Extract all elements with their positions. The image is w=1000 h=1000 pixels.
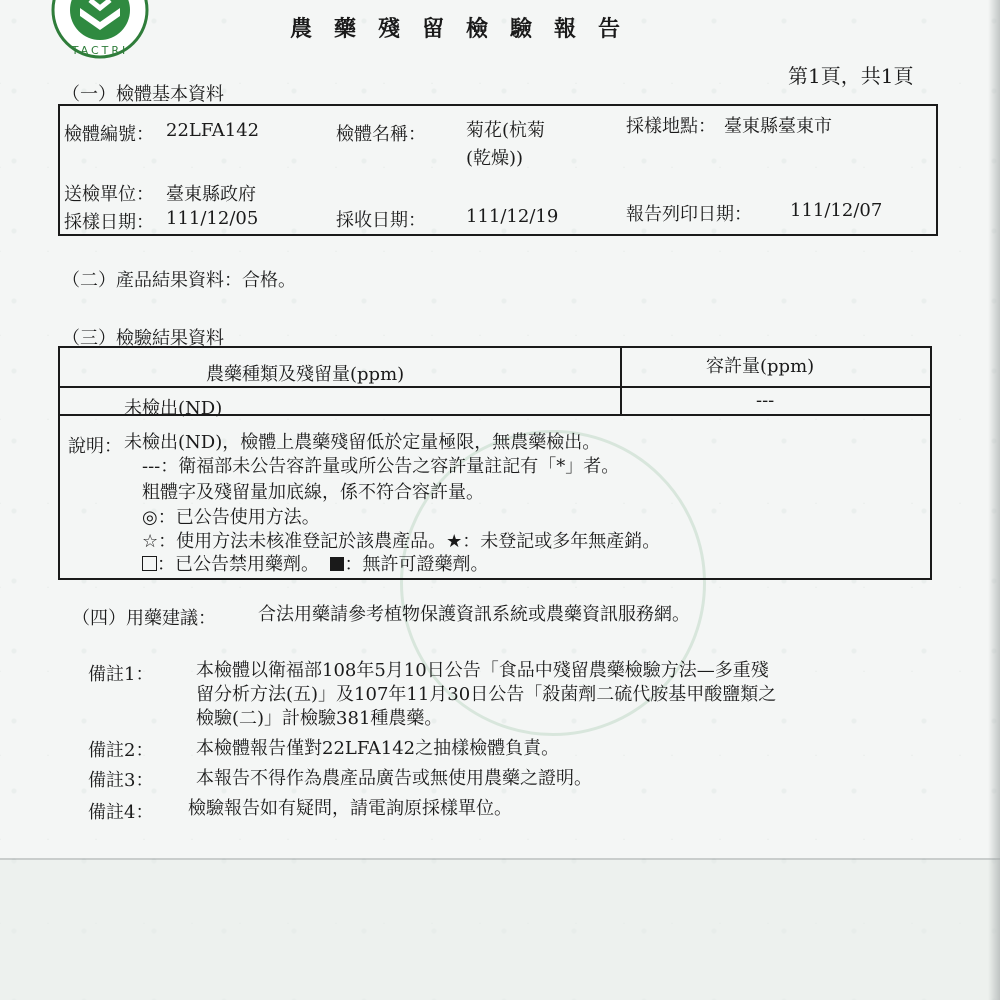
received-date-label: 採收日期： [336,210,426,231]
solid-square-icon [330,557,344,571]
sampling-date-value: 111/12/05 [166,208,259,229]
note-bold: 粗體字及殘留量加底線，係不符合容許量。 [142,482,484,503]
col-pesticide-header: 農藥種類及殘留量(ppm) [206,364,405,385]
paper-fold-area [0,860,1000,1000]
remark4-line1: 檢驗報告如有疑問，請電詢原採樣單位。 [188,798,512,819]
sample-no-label: 檢體編號： [64,124,154,145]
section4-text: 合法用藥請參考植物保護資訊系統或農藥資訊服務網。 [258,604,690,625]
remark4-label: 備註4： [88,802,154,823]
notes-label: 說明： [68,436,122,457]
section1-heading: （一）檢體基本資料 [62,84,224,105]
print-date-label: 報告列印日期： [626,204,752,225]
sample-no-value: 22LFA142 [166,120,260,141]
location-value: 臺東縣臺東市 [724,116,832,137]
note-unregistered: ☆：使用方法未核准登記於該農產品。★：未登記或多年無產銷。 [142,531,661,552]
paper-fold-line [0,858,1000,860]
section3-heading: （三）檢驗結果資料 [62,328,224,349]
remark1-label: 備註1： [88,664,154,685]
unit-value: 臺東縣政府 [166,184,256,205]
logo-text: TACTRI [71,44,129,57]
page-info: 第1頁，共1頁 [788,64,914,88]
note-approved: ◎：已公告使用方法。 [142,507,320,528]
section2-heading: （二）產品結果資料：合格。 [62,270,296,291]
remark1-line3: 檢驗(二)」計檢驗381種農藥。 [196,708,443,729]
remark3-line1: 本報告不得作為農產品廣告或無使用農藥之證明。 [196,768,592,789]
tactri-logo-icon [50,0,150,60]
note-banned: ：已公告禁用藥劑。 ：無許可證藥劑。 [142,550,488,576]
solid-star-icon: ★ [446,531,463,552]
sample-name-line1: 菊花(杭菊 [466,120,546,141]
note-nd: 未檢出(ND)，檢體上農藥殘留低於定量極限，無農藥檢出。 [124,432,601,453]
report-title: 農藥殘留檢驗報告 [290,16,643,42]
remark1-line2: 留分析方法(五)」及107年11月30日公告「殺菌劑二硫代胺基甲酸鹽類之 [196,684,777,705]
table-header-divider [58,386,932,388]
remark3-label: 備註3： [88,770,154,791]
remark2-label: 備註2： [88,740,154,761]
remark2-line1: 本檢體報告僅對22LFA142之抽樣檢體負責。 [196,738,560,759]
sampling-date-label: 採樣日期： [64,212,154,233]
col-tolerance-header: 容許量(ppm) [706,356,815,377]
double-circle-icon: ◎ [142,507,158,528]
sample-name-line2: (乾燥)) [466,148,524,169]
remark1-line1: 本檢體以衛福部108年5月10日公告「食品中殘留農藥檢驗方法—多重殘 [196,660,769,681]
location-label: 採樣地點： [626,116,716,137]
print-date-value: 111/12/07 [790,200,883,221]
tolerance-value: --- [756,390,775,411]
hollow-star-icon: ☆ [142,531,159,552]
hollow-square-icon [142,556,157,571]
received-date-value: 111/12/19 [466,206,559,227]
paper-edge-shadow [988,0,1000,1000]
note-dash: ---：衛福部未公告容許量或所公告之容許量註記有「*」者。 [142,456,620,477]
sample-name-label: 檢體名稱： [336,124,426,145]
section4-heading: （四）用藥建議： [72,608,216,629]
result-value: 未檢出(ND) [124,398,223,419]
unit-label: 送檢單位： [64,184,154,205]
table-col-divider [620,346,622,414]
